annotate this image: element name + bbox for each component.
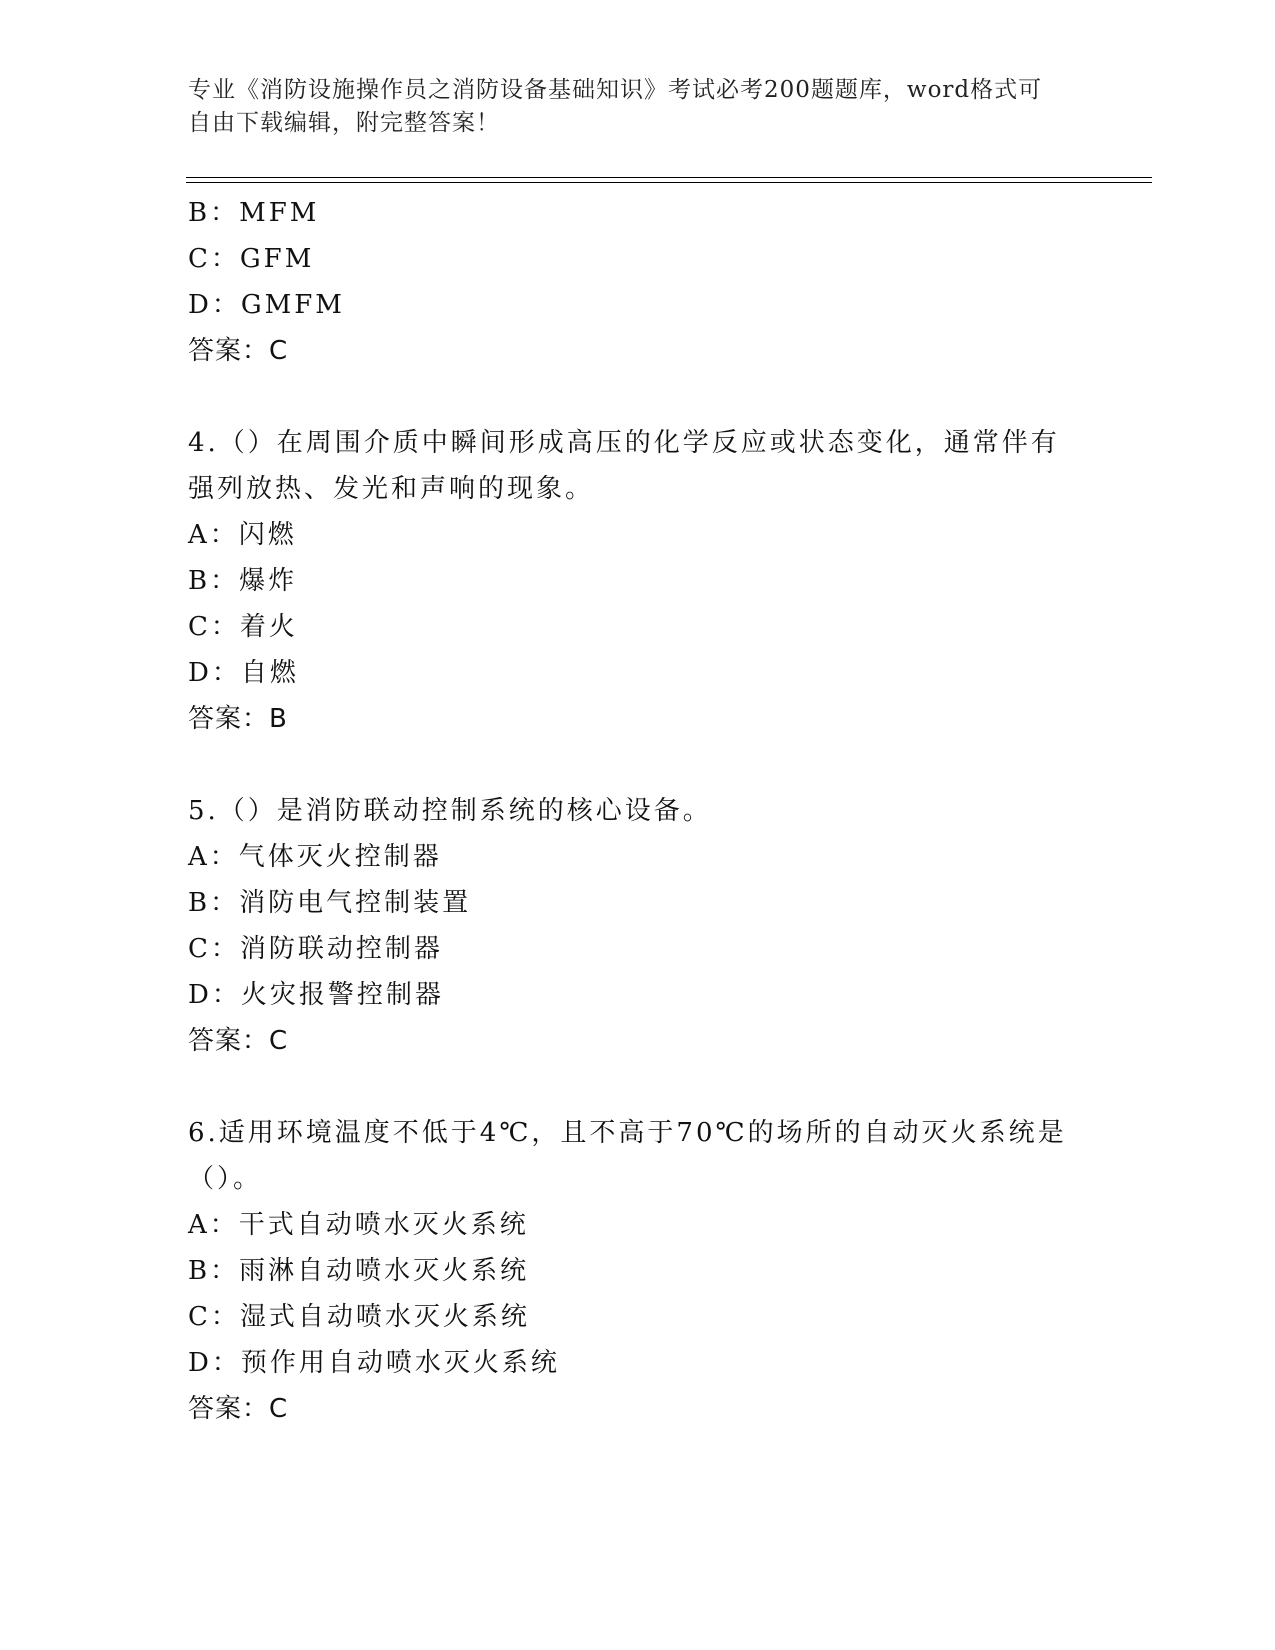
page-header [188, 74, 1068, 140]
header-divider-thin [186, 182, 1152, 183]
question-stem-continued: （）。 [188, 1164, 263, 1194]
spacer [188, 742, 1088, 788]
question-5 [188, 788, 1088, 1064]
spacer [188, 374, 1088, 420]
option-a: A：干式自动喷水灭火系统 [188, 1210, 529, 1240]
answer: 答案：C [188, 336, 289, 366]
question-3 [188, 190, 1088, 374]
option-c: C：消防联动控制器 [188, 934, 443, 964]
answer: 答案：C [188, 1026, 289, 1056]
option-b: B：雨淋自动喷水灭火系统 [188, 1256, 530, 1286]
option-a: A：气体灭火控制器 [188, 842, 442, 872]
header-line-2: 自由下载编辑，附完整答案！ [188, 110, 500, 136]
option-d: D：GMFM [188, 290, 345, 320]
option-d: D：火灾报警控制器 [188, 980, 444, 1010]
option-b: B：爆炸 [188, 566, 298, 596]
question-stem-continued: 强列放热、发光和声响的现象。 [188, 474, 595, 504]
option-a: A：闪燃 [188, 520, 297, 550]
option-b: B：MFM [188, 198, 320, 228]
question-stem: 6.适用环境温度不低于4℃，且不高于70℃的场所的自动灭火系统是 [188, 1118, 1067, 1148]
option-c: C：着火 [188, 612, 298, 642]
question-4 [188, 420, 1088, 742]
question-stem: 5.（）是消防联动控制系统的核心设备。 [188, 796, 712, 826]
option-c: C：GFM [188, 244, 315, 274]
option-b: B：消防电气控制装置 [188, 888, 472, 918]
question-list [188, 190, 1088, 1432]
header-line-1: 专业《消防设施操作员之消防设备基础知识》考试必考200题题库，word格式可 [188, 77, 1043, 103]
option-d: D：预作用自动喷水灭火系统 [188, 1348, 560, 1378]
answer: 答案：B [188, 704, 288, 734]
question-6 [188, 1110, 1088, 1432]
question-stem: 4.（）在周围介质中瞬间形成高压的化学反应或状态变化，通常伴有 [188, 428, 1060, 458]
answer: 答案：C [188, 1394, 289, 1424]
option-c: C：湿式自动喷水灭火系统 [188, 1302, 530, 1332]
spacer [188, 1064, 1088, 1110]
header-divider-thick [186, 177, 1152, 178]
option-d: D：自燃 [188, 658, 299, 688]
